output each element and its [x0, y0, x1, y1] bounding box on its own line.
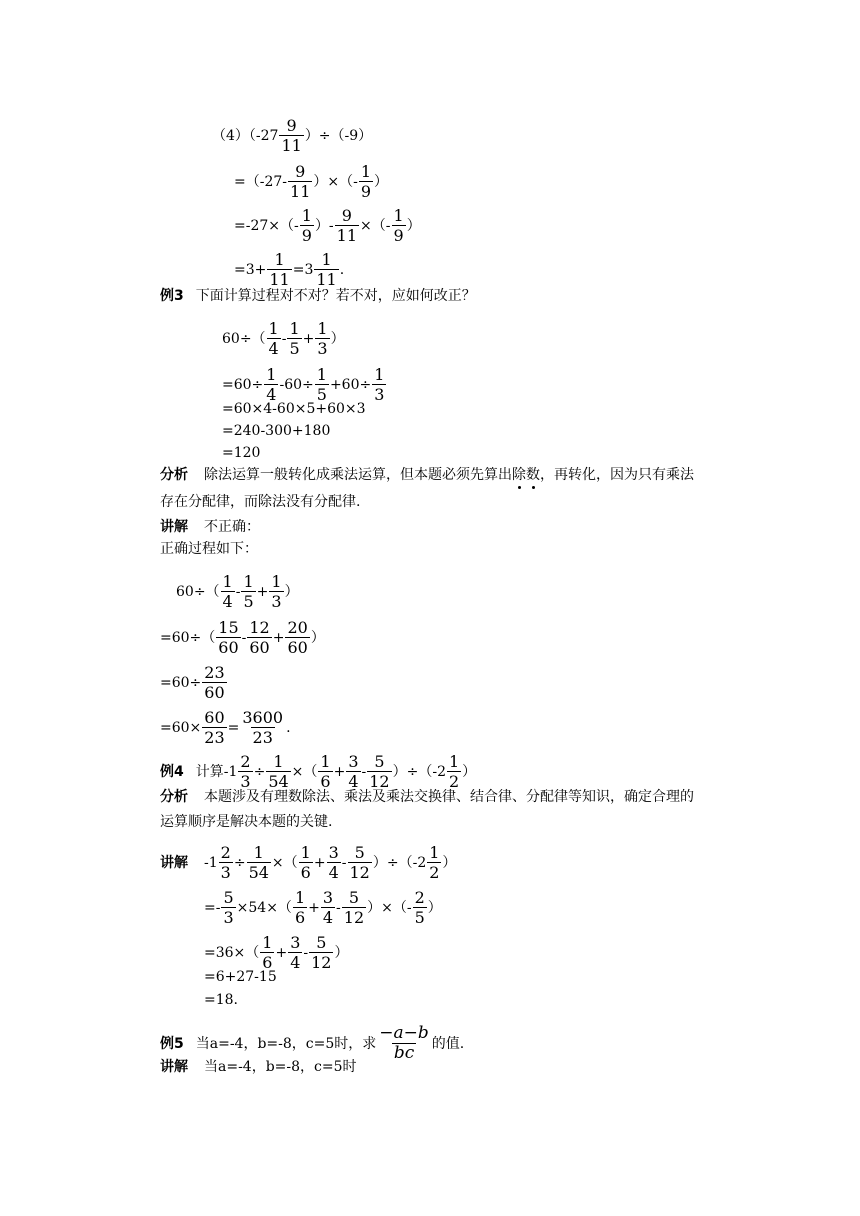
math-text: =（-27-: [234, 173, 288, 190]
calc-line: [204, 991, 238, 1009]
numerator: 5: [348, 888, 360, 907]
denominator: 2: [448, 772, 460, 791]
math-text: +: [302, 330, 315, 347]
denominator: 6: [320, 772, 331, 791]
numerator: 1: [262, 933, 273, 952]
fraction: [377, 1024, 431, 1063]
analysis-text: ，再转化，因为只有乘法: [540, 467, 694, 483]
fraction: [240, 708, 285, 747]
numerator: 20: [287, 618, 308, 637]
denominator: 4: [268, 339, 279, 358]
fraction: [221, 572, 235, 611]
solution-label: 讲解: [160, 1059, 188, 1075]
analysis-text: 本题涉及有理数除法、乘法及乘法交换律、结合律、分配律等知识，确定合理的: [204, 789, 694, 805]
denominator: 11: [316, 270, 337, 289]
math-text: ）÷（-2: [372, 854, 427, 871]
fraction: [342, 888, 366, 927]
calc-line: [204, 968, 277, 986]
calc-line: [222, 422, 330, 440]
numerator: 1: [271, 572, 282, 591]
math-text: ）÷（-2: [392, 763, 446, 780]
analysis-paragraph-continued: [160, 813, 332, 831]
solution-label: 讲解: [160, 519, 188, 535]
denominator: 9: [301, 226, 312, 245]
numerator: 15: [218, 618, 239, 637]
fraction: [318, 752, 332, 791]
math-text: ×54×（: [236, 899, 292, 916]
solution-text: 不正确：: [204, 519, 260, 535]
denominator: 23: [252, 728, 273, 747]
math-text: ）: [284, 583, 299, 600]
fraction: [202, 663, 226, 702]
math-text: ）: [427, 899, 442, 916]
example-question: 下面计算过程对不对？若不对，应如何改正？: [195, 288, 476, 304]
calc-line: [204, 888, 442, 927]
numerator: 3: [322, 888, 334, 907]
analysis-paragraph-continued: [160, 493, 360, 511]
math-text: ×（-: [360, 217, 391, 234]
math-text: -60÷: [279, 376, 314, 393]
math-text: 60÷（: [176, 583, 220, 600]
math-text: =-27×（-: [234, 217, 299, 234]
numerator: 3600: [242, 708, 284, 727]
numerator: 1: [301, 206, 312, 225]
calc-line: [234, 162, 388, 201]
denominator: 9: [393, 226, 404, 245]
math-text: -: [341, 854, 347, 871]
correct-intro: [160, 540, 258, 558]
fraction: [241, 572, 255, 611]
denominator: 23: [204, 728, 225, 747]
fraction: [427, 843, 441, 882]
fraction: [315, 319, 329, 358]
denominator: 5: [316, 385, 327, 404]
calc-line: [212, 116, 372, 155]
fraction: [269, 572, 283, 611]
fraction: [247, 843, 271, 882]
fraction: [413, 888, 427, 927]
numerator: 1: [393, 206, 404, 225]
math-text: =60÷: [160, 674, 202, 691]
fraction: [321, 888, 335, 927]
fraction: [299, 843, 313, 882]
numerator: 2: [240, 752, 251, 771]
denominator: 3: [271, 592, 282, 611]
fraction: [300, 206, 314, 245]
calc-line: [222, 365, 387, 404]
calc-line: [222, 319, 345, 358]
fraction: [238, 752, 252, 791]
fraction: [346, 752, 360, 791]
fraction: [315, 365, 329, 404]
fraction: [267, 250, 291, 289]
denominator: 2: [429, 863, 440, 882]
math-text: ×（: [291, 763, 318, 780]
numerator: 5: [374, 752, 385, 771]
denominator: 11: [290, 182, 311, 201]
math-text: =18.: [204, 992, 238, 1008]
example-label: 例4: [160, 763, 184, 780]
numerator: 12: [249, 618, 270, 637]
math-text: ）×（-: [313, 173, 358, 190]
denominator: 3: [374, 385, 385, 404]
solution-heading: [160, 518, 260, 536]
analysis-text: 运算顺序是解决本题的关键.: [160, 814, 333, 830]
denominator: 3: [220, 863, 231, 882]
math-text: ）: [442, 854, 457, 871]
fraction: [267, 319, 281, 358]
denominator: 6: [300, 863, 311, 882]
calc-line: [160, 663, 228, 702]
denominator: 54: [248, 863, 269, 882]
emphasis-char: 数: [526, 467, 540, 483]
numerator: 1: [253, 843, 264, 862]
math-text: -: [303, 944, 309, 961]
math-text: +: [313, 854, 326, 871]
calc-line: [234, 206, 421, 245]
math-text: +: [256, 583, 269, 600]
math-text: ）: [330, 330, 345, 347]
calc-line: [222, 400, 366, 418]
fraction: [367, 752, 391, 791]
denominator: 5: [289, 339, 300, 358]
math-text: -: [241, 629, 247, 646]
math-text: -: [361, 763, 367, 780]
numerator: 1: [316, 365, 327, 384]
solution-heading: [160, 1058, 357, 1076]
math-text: -1: [204, 854, 218, 871]
fraction: [216, 618, 240, 657]
numerator: 9: [295, 162, 306, 181]
numerator: 1: [274, 250, 285, 269]
denominator: 11: [281, 136, 302, 155]
denominator: 12: [343, 908, 365, 927]
numerator: 1: [317, 319, 328, 338]
math-text: -: [281, 330, 287, 347]
numerator: 9: [286, 116, 297, 135]
numerator: 9: [341, 206, 352, 225]
math-text: =60÷（: [160, 629, 216, 646]
calc-line: [222, 444, 260, 462]
solution-text: 正确过程如下：: [160, 541, 258, 557]
math-text: +: [333, 763, 346, 780]
example-label: 例3: [160, 288, 184, 304]
numerator: 3: [328, 843, 339, 862]
numerator: 1: [266, 365, 277, 384]
math-text: ）÷（-9）: [304, 127, 373, 144]
fraction: [260, 933, 274, 972]
solution-label: 讲解: [160, 854, 188, 871]
analysis-text: 存在分配律，而除法没有分配律.: [160, 494, 361, 510]
fraction: [266, 752, 290, 791]
fraction: [372, 365, 386, 404]
fraction: [327, 843, 341, 882]
denominator: 12: [369, 772, 390, 791]
fraction: [314, 250, 338, 289]
emphasis-char: 除: [512, 467, 526, 483]
math-text: +: [308, 899, 320, 916]
denominator: 4: [222, 592, 233, 611]
math-text: =: [227, 719, 240, 736]
fraction: [221, 888, 235, 927]
numerator: 3: [290, 933, 301, 952]
numerator: −a−b: [379, 1023, 429, 1043]
math-text: ）-: [314, 217, 334, 234]
numerator: 1: [294, 888, 306, 907]
math-text: -: [235, 583, 241, 600]
math-text: =3: [292, 261, 314, 278]
numerator: 1: [289, 319, 300, 338]
calc-line: [234, 250, 344, 289]
denominator: 5: [414, 908, 425, 927]
fraction: [392, 206, 406, 245]
numerator: 5: [354, 843, 365, 862]
fraction: [359, 162, 373, 201]
fraction: [279, 116, 303, 155]
fraction: [288, 933, 302, 972]
analysis-paragraph: [160, 788, 694, 806]
math-text: =-: [204, 899, 221, 916]
denominator: 4: [266, 385, 277, 404]
math-text: =120: [222, 445, 261, 461]
math-text: -: [336, 899, 341, 916]
numerator: 1: [321, 250, 332, 269]
numerator: 5: [316, 933, 327, 952]
math-text: +: [275, 944, 288, 961]
example-label: 例5: [160, 1035, 184, 1052]
denominator: 3: [223, 908, 234, 927]
math-text: ）: [462, 763, 477, 780]
math-text: 60÷（: [222, 330, 266, 347]
fraction: [264, 365, 278, 404]
denominator: 3: [240, 772, 251, 791]
math-text: .: [286, 719, 291, 736]
math-text: ）×（-: [367, 899, 412, 916]
denominator: 4: [348, 772, 359, 791]
denominator: 54: [268, 772, 289, 791]
calc-line: [176, 572, 299, 611]
denominator: 6: [294, 908, 306, 927]
math-text: 计算-1: [195, 763, 238, 780]
fraction: [287, 319, 301, 358]
math-text: ×（: [271, 854, 298, 871]
example-3-heading: [160, 287, 476, 305]
math-text: =6+27-15: [204, 969, 277, 985]
fraction: [293, 888, 307, 927]
denominator: bc: [393, 1043, 415, 1063]
denominator: 4: [290, 953, 301, 972]
calc-line: [160, 708, 291, 747]
calc-line: [160, 843, 456, 882]
fraction: [447, 752, 461, 791]
calc-line: [160, 618, 325, 657]
analysis-text: 除法运算一般转化成乘法运算，但本题必须先算出: [204, 467, 512, 483]
denominator: 5: [243, 592, 254, 611]
denominator: 3: [317, 339, 328, 358]
analysis-paragraph: [160, 466, 694, 484]
math-text: =60÷: [222, 376, 264, 393]
numerator: 1: [320, 752, 331, 771]
denominator: 9: [360, 182, 372, 201]
example-question: 当a=-4，b=-8，c=5时，求: [195, 1035, 377, 1052]
numerator: 1: [429, 843, 440, 862]
math-text: =60×: [160, 719, 202, 736]
math-text: （4）（-27: [212, 127, 279, 144]
math-text: +: [272, 629, 285, 646]
fraction: [309, 933, 333, 972]
denominator: 12: [311, 953, 332, 972]
denominator: 4: [322, 908, 334, 927]
numerator: 5: [223, 888, 234, 907]
numerator: 1: [268, 319, 279, 338]
example-question: 的值.: [431, 1035, 465, 1052]
math-text: =36×（: [204, 944, 260, 961]
denominator: 60: [204, 683, 225, 702]
fraction: [285, 618, 309, 657]
math-text: ）: [310, 629, 325, 646]
math-text: ）: [374, 173, 389, 190]
numerator: 1: [243, 572, 254, 591]
fraction: [288, 162, 312, 201]
numerator: 3: [348, 752, 359, 771]
fraction: [202, 708, 226, 747]
denominator: 12: [349, 863, 370, 882]
fraction: [219, 843, 233, 882]
math-text: +60÷: [329, 376, 372, 393]
numerator: 2: [414, 888, 425, 907]
numerator: 1: [273, 752, 284, 771]
numerator: 1: [360, 162, 372, 181]
numerator: 23: [204, 663, 225, 682]
denominator: 11: [269, 270, 290, 289]
math-text: =240-300+180: [222, 423, 331, 439]
math-text: ÷: [233, 854, 246, 871]
numerator: 60: [204, 708, 225, 727]
denominator: 60: [218, 638, 239, 657]
numerator: 1: [448, 752, 460, 771]
numerator: 2: [220, 843, 231, 862]
math-text: ÷: [253, 763, 266, 780]
math-text: =60×4-60×5+60×3: [222, 401, 366, 417]
math-text: =3+: [234, 261, 267, 278]
numerator: 1: [374, 365, 385, 384]
denominator: 4: [328, 863, 339, 882]
math-text: ）: [406, 217, 421, 234]
denominator: 11: [336, 226, 358, 245]
denominator: 60: [249, 638, 270, 657]
numerator: 1: [300, 843, 311, 862]
math-text: ）: [334, 944, 349, 961]
analysis-label: 分析: [160, 789, 188, 805]
denominator: 6: [262, 953, 273, 972]
denominator: 60: [287, 638, 308, 657]
math-text: .: [339, 261, 345, 278]
fraction: [348, 843, 372, 882]
calc-line: [204, 933, 348, 972]
numerator: 1: [222, 572, 233, 591]
solution-text: 当a=-4，b=-8，c=5时: [204, 1059, 357, 1075]
analysis-label: 分析: [160, 467, 188, 483]
example-4-heading: [160, 752, 476, 791]
fraction: [247, 618, 271, 657]
fraction: [335, 206, 359, 245]
